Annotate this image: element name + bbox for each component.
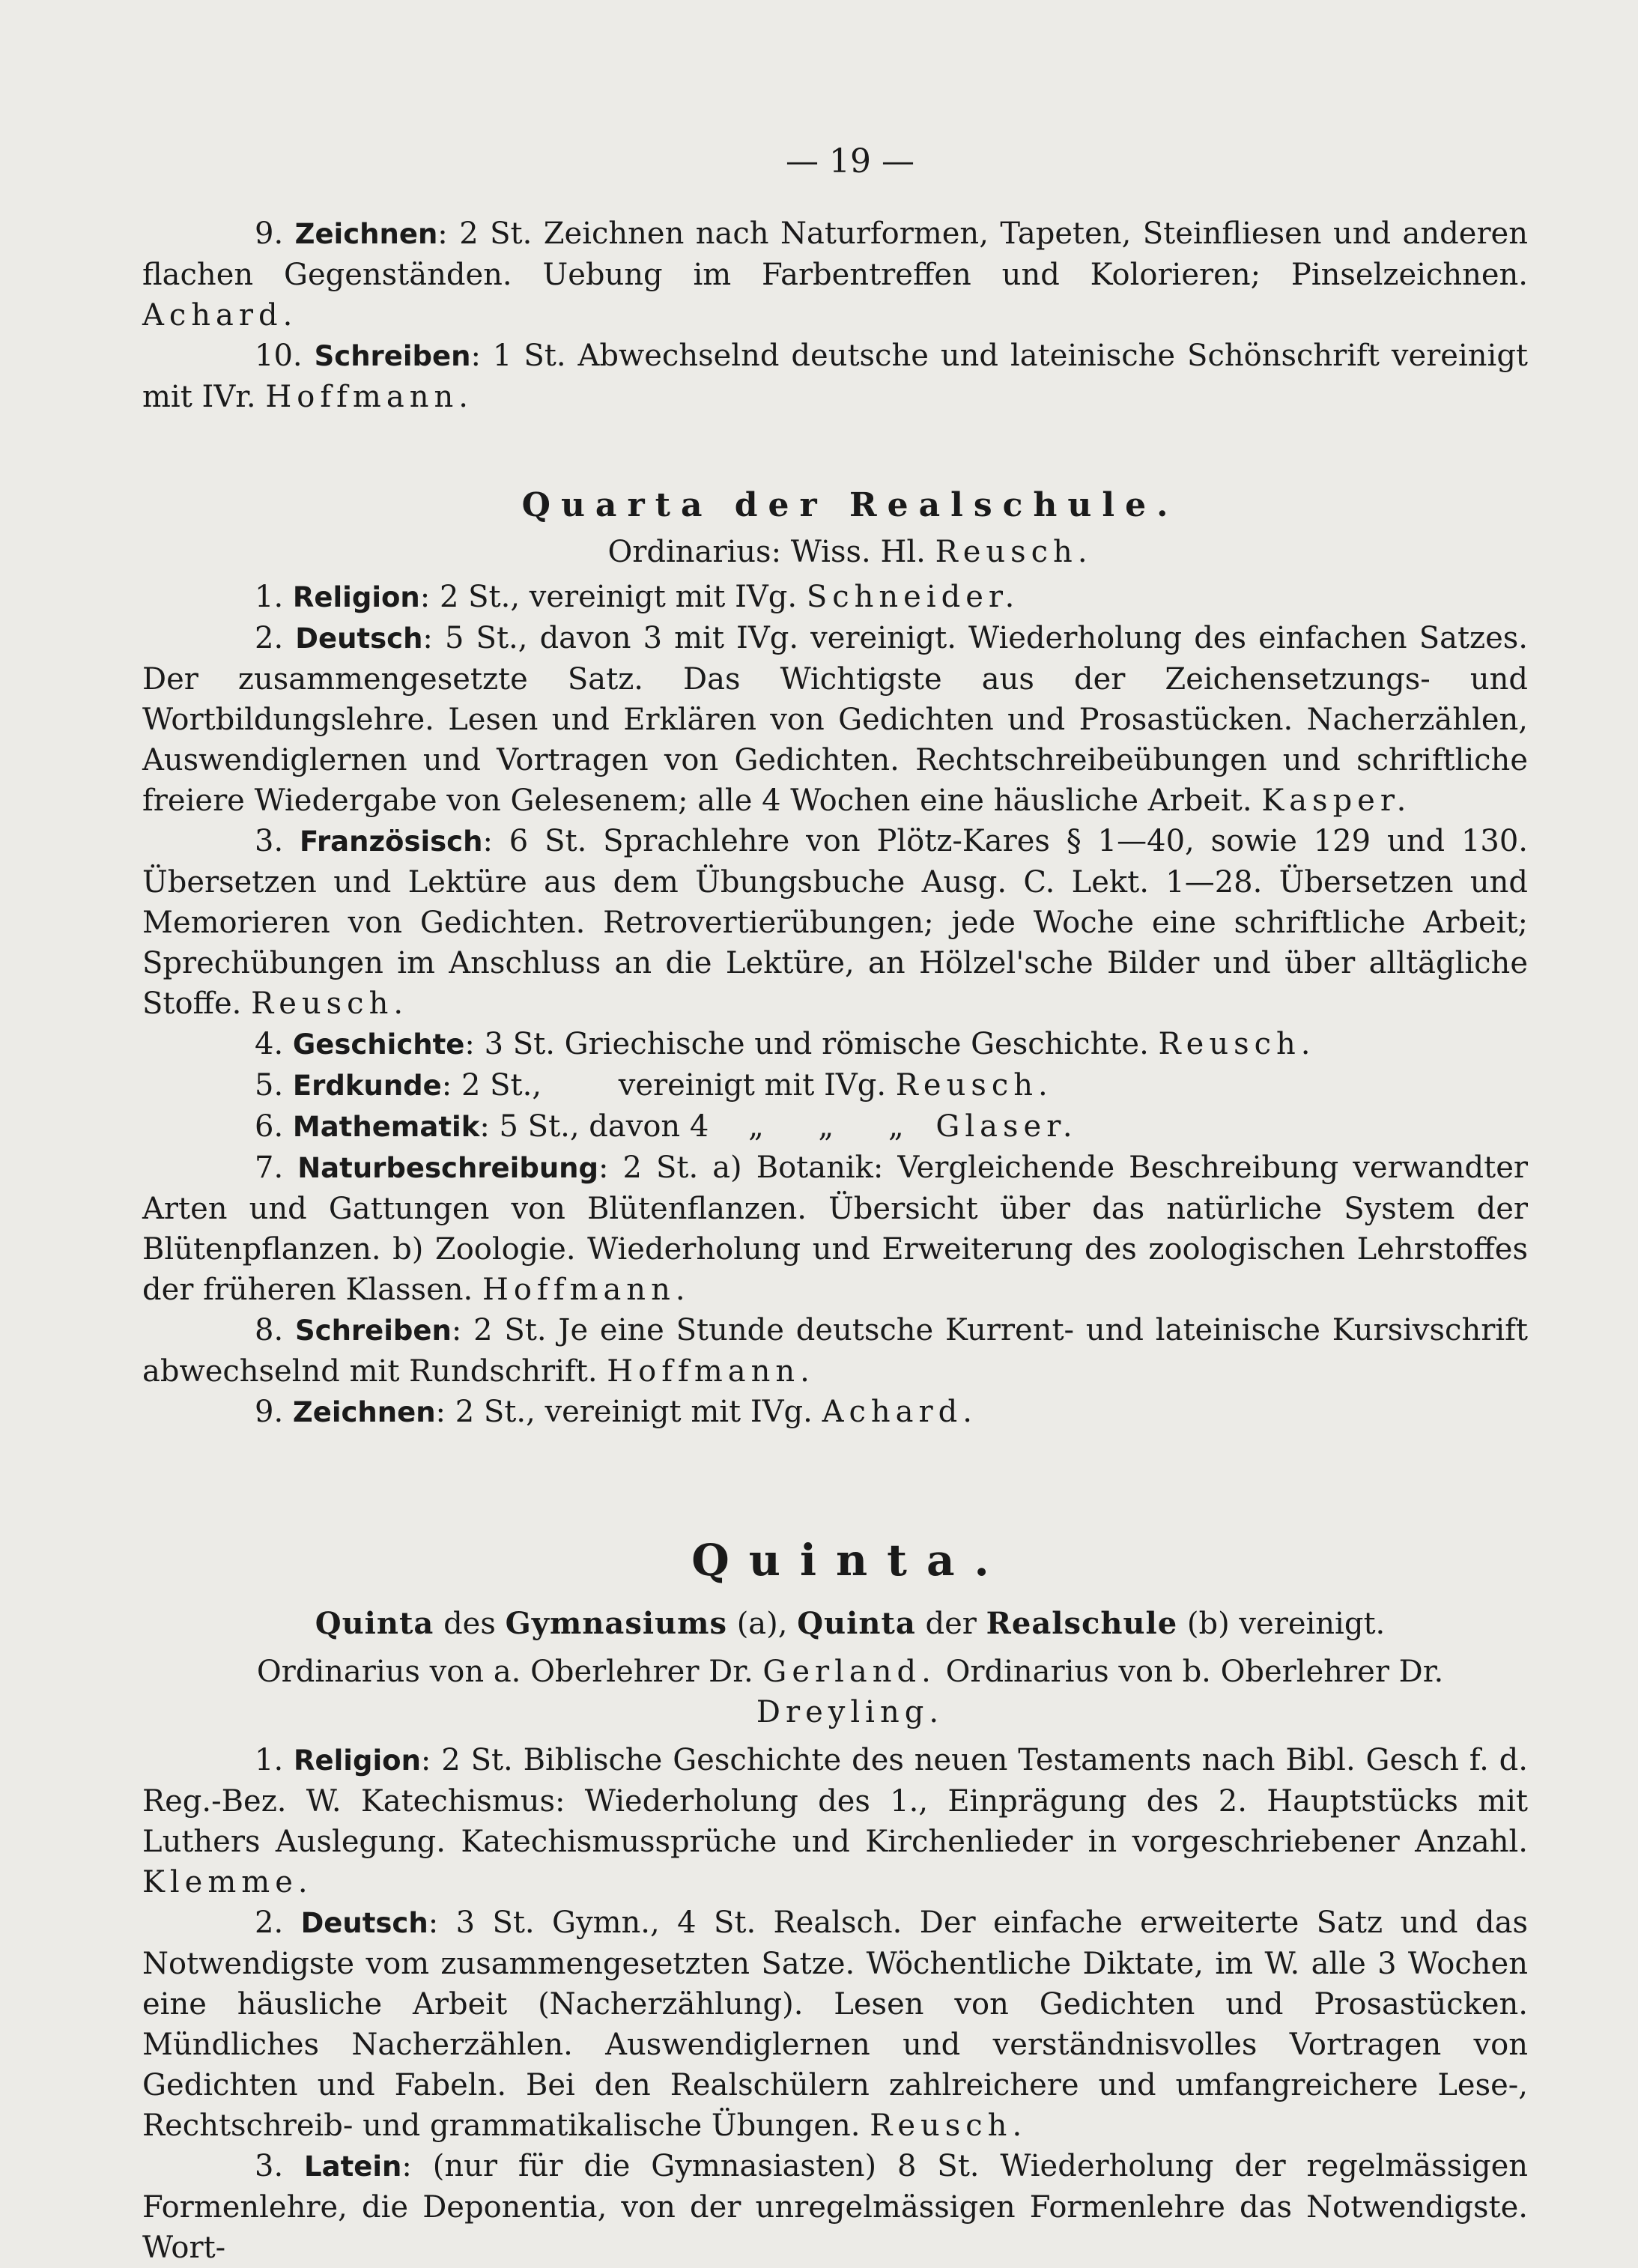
item-text: : 5 St., davon 4	[479, 1109, 709, 1144]
item-number: 8.	[255, 1313, 284, 1347]
item-text: : 2 St.,	[441, 1068, 542, 1103]
item-number: 1.	[255, 580, 284, 614]
item-text: : 2 St. Zeichnen nach Naturformen, Tapeten, Steinfliesen und anderen flachen Gegenständen. Uebung im Farbentreffen und Kolorieren; Pinselzeichnen.	[142, 216, 1528, 292]
subtitle-part: Quinta	[797, 1606, 916, 1641]
ordinarius-label: Ordinarius von a. Oberlehrer Dr.	[256, 1655, 753, 1689]
item-text: : 3 St. Gymn., 4 St. Realsch. Der einfache erweiterte Satz und das Notwendigste vom zusammengesetzten Satze. Wöchentliche Diktate, im W. alle 3 Wochen eine häusliche Arbeit (Nacherzählung). Lesen von Gedichten und Prosastücken. Mündliches Nacherzählen. Auswendiglernen und verständnisvolles Vortragen von Gedichten und Fabeln. Bei den Realschülern zahlreichere und umfangreichere Lese-, Rechtschreib- und grammatikalische Übungen.	[142, 1905, 1528, 2143]
teacher-name: Glaser.	[935, 1109, 1078, 1144]
teacher-name: Achard.	[142, 298, 298, 333]
teacher-name: Reusch.	[870, 2108, 1028, 2143]
subject-heading: Zeichnen	[292, 1396, 436, 1428]
item-number: 2.	[255, 1905, 284, 1940]
ordinarius-label: Ordinarius von b. Oberlehrer Dr.	[945, 1655, 1444, 1689]
teacher-name: Hoffmann.	[265, 380, 473, 414]
paragraph-religion-quinta	[142, 1740, 1528, 1902]
subject-heading: Deutsch	[295, 622, 423, 655]
paragraph-naturbeschreibung	[142, 1147, 1528, 1310]
subject-heading: Schreiben	[314, 340, 471, 372]
teacher-name: Reusch.	[935, 535, 1093, 569]
paragraph-franzoesisch	[142, 821, 1528, 1024]
teacher-name: Hoffmann.	[607, 1354, 815, 1389]
paragraph-religion	[142, 577, 1528, 618]
subject-heading: Geschichte	[292, 1028, 465, 1061]
paragraph-mathematik	[142, 1106, 1528, 1147]
quarta-ordinarius	[172, 532, 1528, 572]
subject-heading: Zeichnen	[294, 218, 438, 250]
subject-heading: Latein	[304, 2150, 402, 2183]
teacher-name: Hoffmann.	[482, 1273, 691, 1307]
item-text: : 1 St. Abwechselnd deutsche und lateinische Schönschrift vereinigt mit IVr.	[142, 339, 1529, 414]
subtitle-part: vereinigt.	[1239, 1607, 1386, 1641]
teacher-name: Kasper.	[1261, 783, 1412, 818]
paragraph-geschichte	[142, 1024, 1528, 1065]
teacher-name: Dreyling.	[756, 1695, 944, 1729]
paragraph-latein-quinta	[142, 2146, 1528, 2268]
item-text: : 2 St., vereinigt mit IVg.	[435, 1395, 813, 1429]
item-number: 5.	[255, 1068, 284, 1103]
teacher-name: Gerland.	[762, 1655, 936, 1689]
subtitle-part: des	[443, 1607, 496, 1641]
paragraph-deutsch-quinta	[142, 1902, 1528, 2146]
item-number: 3.	[255, 2149, 284, 2183]
subject-heading: Deutsch	[300, 1907, 428, 1939]
item-text: : 2 St. a) Botanik: Vergleichende Beschreibung verwandter Arten und Gattungen von Blütenflanzen. Übersicht über das natürliche System der Blütenpflanzen. b) Zoologie. Wiederholung und Erweiterung des zoologischen Lehrstoffes der früheren Klassen.	[142, 1150, 1529, 1307]
item-text: : 2 St. Biblische Geschichte des neuen Testaments nach Bibl. Gesch f. d. Reg.-Bez. W. Katechismus: Wiederholung des 1., Einprägung des 2. Hauptstücks mit Luthers Auslegung. Katechismussprüche und Kirchenlieder in vorgeschriebener Anzahl.	[142, 1743, 1528, 1859]
document-page	[142, 142, 1528, 2268]
subject-heading: Religion	[292, 581, 420, 613]
teacher-name: Reusch.	[895, 1068, 1053, 1103]
subtitle-part: Quinta	[315, 1606, 434, 1641]
item-text: : 6 St. Sprachlehre von Plötz-Kares § 1—40, sowie 129 und 130. Übersetzen und Lektüre aus dem Übungsbuche Ausg. C. Lekt. 1—28. Übersetzen und Memorieren von Gedichten. Retrovertierübungen; jede Woche eine schriftliche Arbeit; Sprechübungen im Anschluss an die Lektüre, an Hölzel'sche Bilder und über alltägliche Stoffe.	[142, 824, 1528, 1021]
item-number: 9.	[255, 216, 284, 251]
item-text: : 3 St. Griechische und römische Geschichte.	[464, 1027, 1149, 1061]
teacher-name: Achard.	[822, 1395, 977, 1429]
subtitle-part: (a),	[736, 1607, 788, 1641]
subtitle-part: (b)	[1186, 1607, 1230, 1641]
quinta-ordinarius	[172, 1652, 1528, 1732]
subject-heading: Naturbeschreibung	[297, 1152, 598, 1184]
subject-heading: Religion	[294, 1744, 421, 1777]
section-title-quarta: Quarta der Realschule.	[521, 486, 1179, 524]
paragraph-erdkunde	[142, 1065, 1528, 1106]
teacher-name: Reusch.	[251, 986, 409, 1021]
teacher-name: Schneider.	[806, 580, 1020, 614]
item-text: : 2 St., vereinigt mit IVg.	[419, 580, 798, 614]
ordinarius-label: Ordinarius: Wiss. Hl.	[607, 535, 926, 569]
paragraph-zeichnen-quarta	[142, 1392, 1528, 1433]
item-number: 2.	[255, 621, 284, 655]
subject-heading: Schreiben	[294, 1315, 452, 1347]
subject-heading: Erdkunde	[292, 1070, 442, 1102]
teacher-name: Reusch.	[1158, 1027, 1316, 1061]
subject-heading: Französisch	[300, 825, 483, 858]
paragraph-schreiben	[142, 336, 1528, 417]
paragraph-deutsch	[142, 618, 1528, 821]
item-number: 9.	[255, 1395, 284, 1429]
subject-heading: Mathematik	[292, 1111, 480, 1143]
paragraph-schreiben-quarta	[142, 1310, 1528, 1392]
item-number: 10.	[255, 339, 303, 373]
item-number: 3.	[255, 824, 284, 858]
item-number: 6.	[255, 1109, 284, 1144]
teacher-name: Klemme.	[142, 1865, 313, 1899]
ditto-marks: „ „ „	[748, 1109, 926, 1144]
paragraph-zeichnen	[142, 213, 1528, 336]
item-number: 4.	[255, 1027, 284, 1061]
item-number: 1.	[255, 1743, 284, 1777]
item-text: vereinigt mit IVg.	[618, 1068, 887, 1103]
page-number: — 19 —	[786, 142, 914, 181]
quinta-subtitle	[172, 1604, 1528, 1644]
item-text: : (nur für die Gymnasiasten) 8 St. Wiederholung der regelmässigen Formenlehre, die Deponentia, von der unregelmässigen Formenlehre das Notwendigste. Wort-	[142, 2149, 1529, 2265]
item-number: 7.	[255, 1150, 284, 1185]
subtitle-part: der	[925, 1607, 977, 1641]
item-text: : 5 St., davon 3 mit IVg. vereinigt. Wiederholung des einfachen Satzes. Der zusammengesetzte Satz. Das Wichtigste aus der Zeichensetzungs- und Wortbildungslehre. Lesen und Erklären von Gedichten und Prosastücken. Nacherzählen, Auswendiglernen und Vortragen von Gedichten. Rechtschreibeübungen und schriftliche freiere Wiedergabe von Gelesenem; alle 4 Wochen eine häusliche Arbeit.	[142, 621, 1528, 818]
subtitle-part: Gymnasiums	[505, 1606, 727, 1641]
item-text: : 2 St. Je eine Stunde deutsche Kurrent- und lateinische Kursivschrift abwechselnd mit Rundschrift.	[142, 1313, 1528, 1389]
section-title-quinta: Quinta.	[691, 1535, 1009, 1586]
subtitle-part: Realschule	[986, 1606, 1178, 1641]
